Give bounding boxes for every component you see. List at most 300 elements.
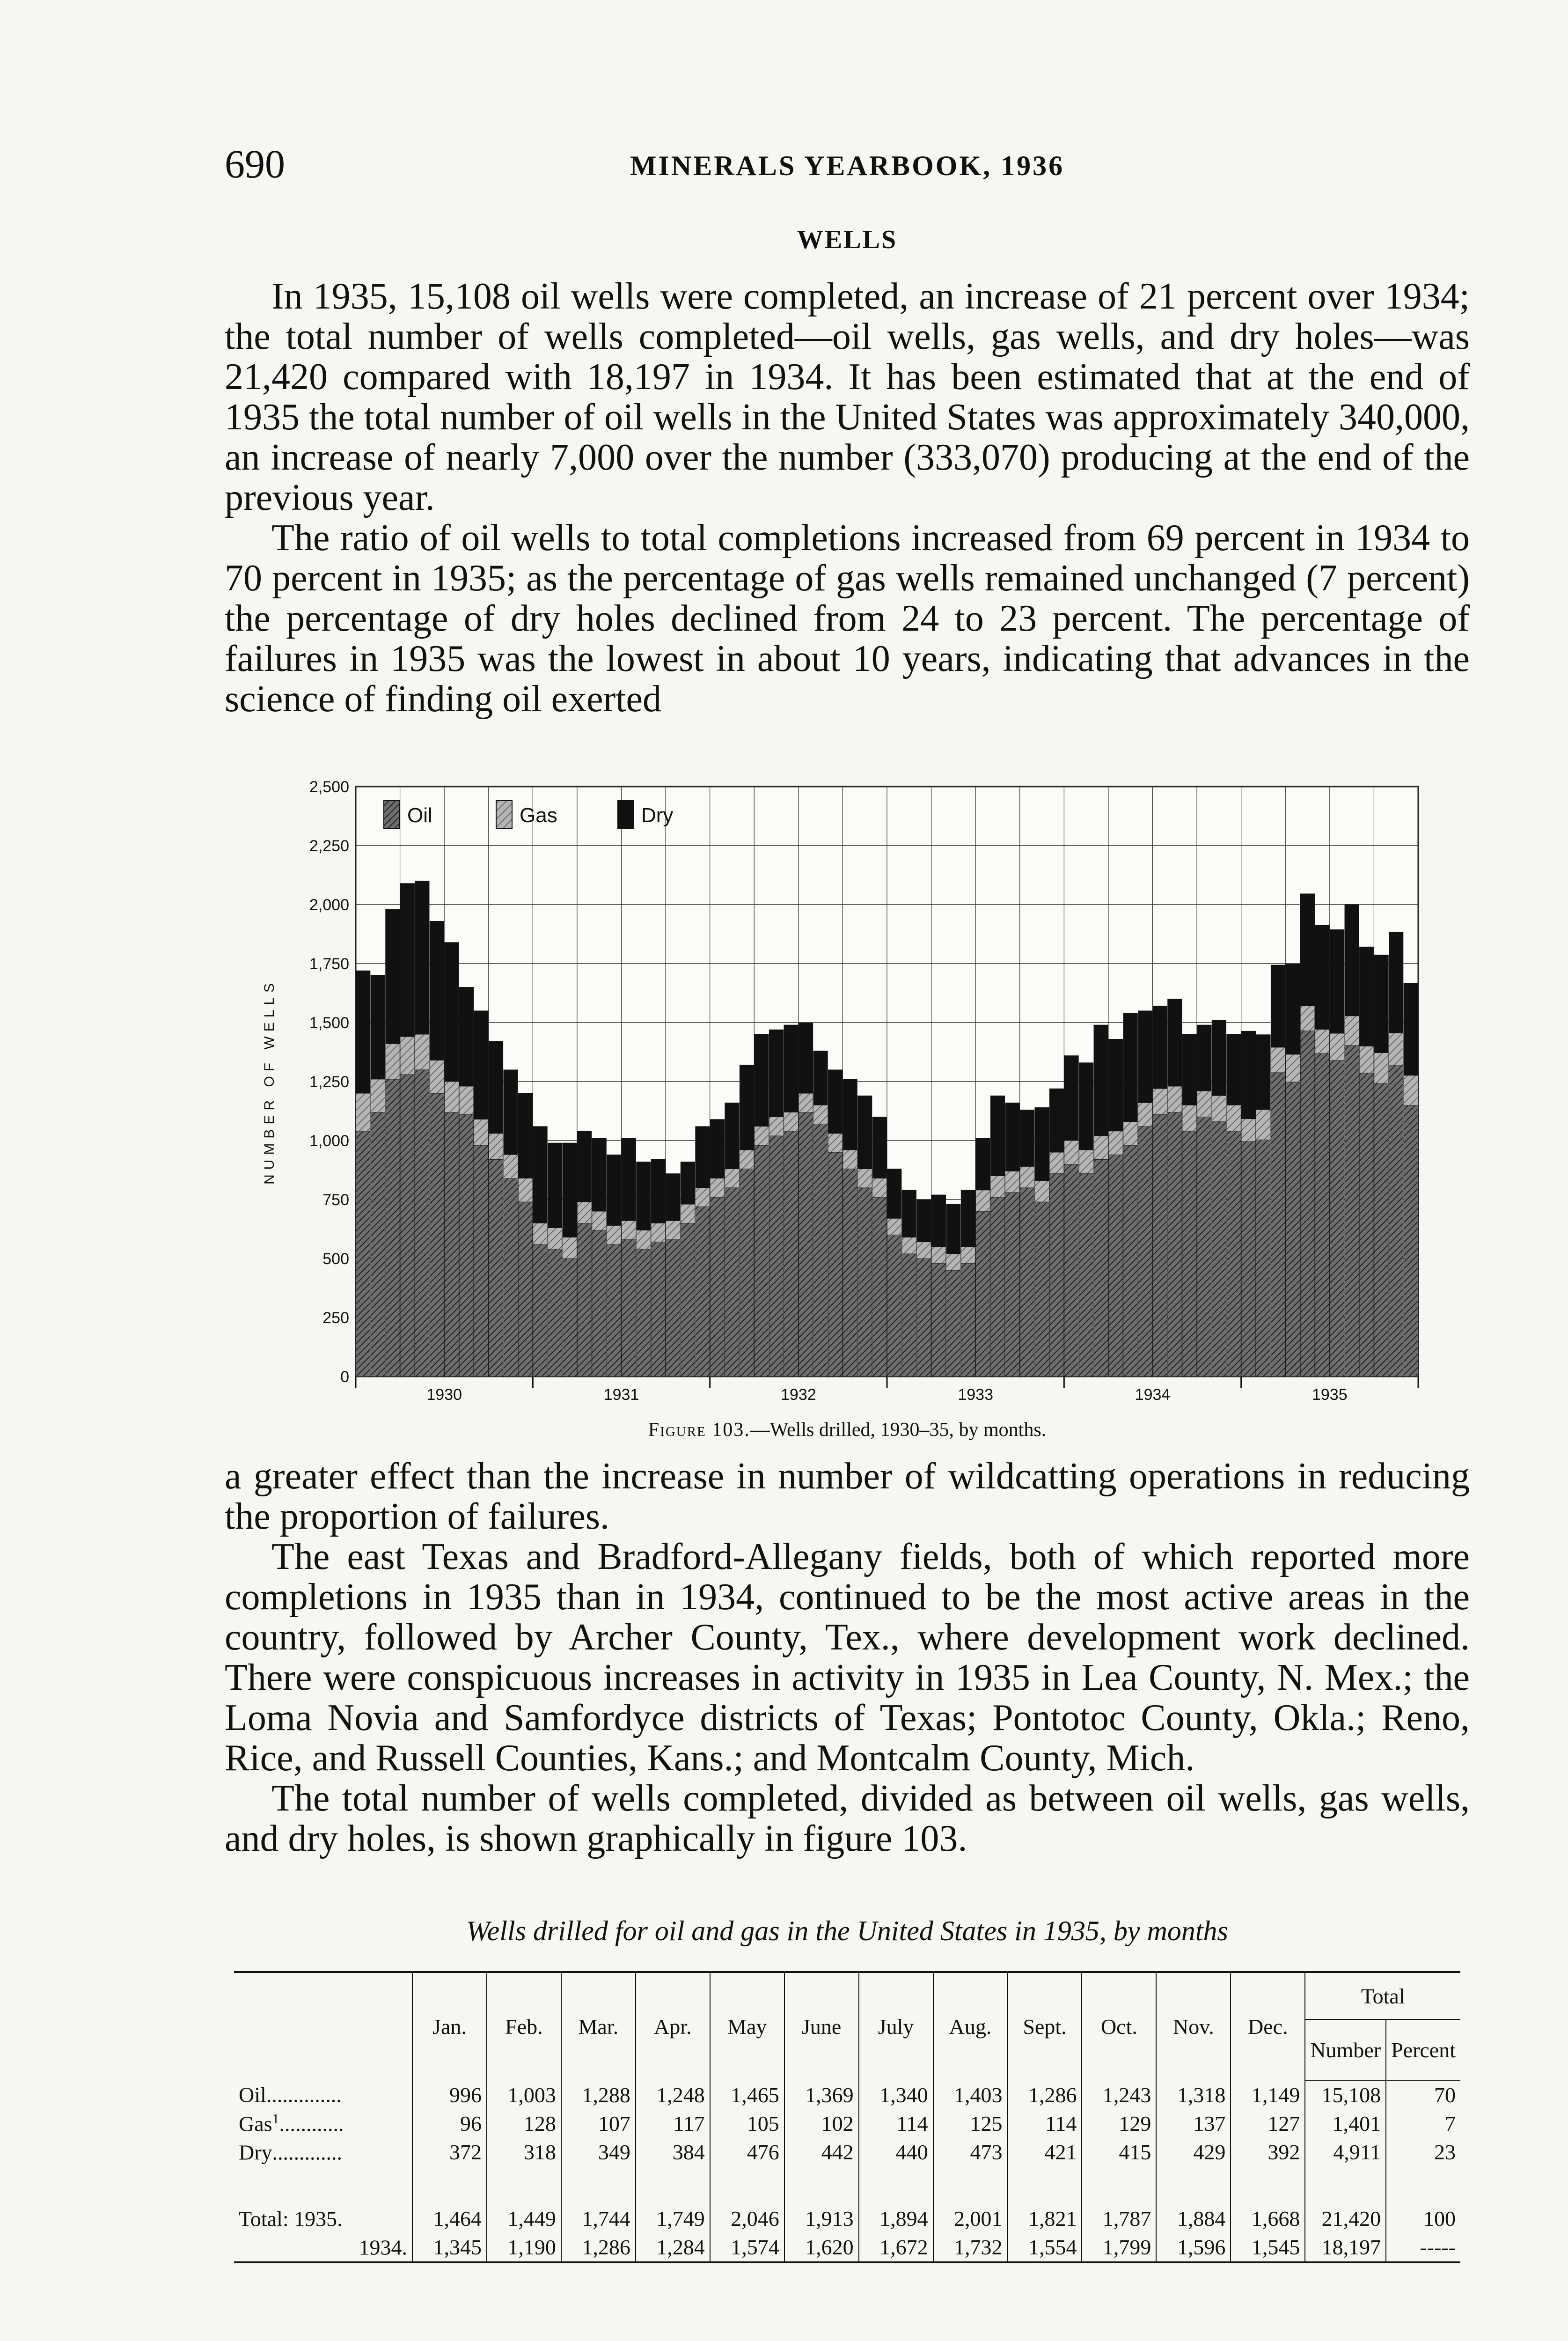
bar-dry xyxy=(400,883,415,1037)
x-tick-label: 1932 xyxy=(781,1386,816,1404)
bar-gas xyxy=(1330,1033,1344,1060)
bar-gas xyxy=(459,1086,474,1114)
bar-gas xyxy=(1404,1075,1418,1105)
legend-label: Gas xyxy=(520,804,557,827)
row-label-text: Dry xyxy=(239,2140,272,2164)
bar-dry xyxy=(1197,1025,1212,1091)
y-tick-label: 0 xyxy=(340,1368,349,1386)
bar-oil xyxy=(990,1197,1005,1377)
bar-oil xyxy=(946,1270,961,1377)
table-cell: 129 xyxy=(1082,2109,1156,2138)
table-cell: 1,672 xyxy=(859,2233,933,2262)
bar-dry xyxy=(548,1143,562,1228)
column-header-percent: Percent xyxy=(1386,2019,1460,2080)
bar-dry xyxy=(1315,925,1330,1030)
row-label-text: Gas xyxy=(239,2112,272,2136)
bar-gas xyxy=(843,1150,857,1169)
bar-oil xyxy=(961,1263,975,1377)
bar-gas xyxy=(1168,1086,1182,1112)
section-title: WELLS xyxy=(797,225,898,254)
bar-oil xyxy=(1256,1140,1271,1377)
bar-dry xyxy=(592,1138,607,1211)
bar-dry xyxy=(828,1070,843,1134)
bar-gas xyxy=(1300,1006,1315,1031)
bar-oil xyxy=(769,1136,784,1377)
bar-dry xyxy=(961,1190,975,1247)
table-row xyxy=(234,2233,1460,2262)
y-tick-label: 2,000 xyxy=(309,896,349,914)
table-cell: 384 xyxy=(636,2138,710,2185)
bar-dry xyxy=(1153,1006,1167,1089)
row-leader: . xyxy=(337,2206,343,2231)
table-cell: 1,894 xyxy=(859,2186,933,2233)
bar-gas xyxy=(622,1221,636,1239)
bar-oil xyxy=(1389,1066,1403,1377)
table-cell: 1,596 xyxy=(1156,2233,1231,2262)
bar-gas xyxy=(976,1190,990,1211)
bar-dry xyxy=(1212,1020,1226,1096)
table-cell: 1,003 xyxy=(487,2080,561,2109)
bar-dry xyxy=(666,1174,681,1221)
row-label-text: Total: 1935 xyxy=(239,2206,337,2231)
bar-gas xyxy=(725,1169,740,1187)
bar-dry xyxy=(430,921,444,1060)
bar-oil xyxy=(1271,1073,1285,1377)
bar-gas xyxy=(857,1169,872,1187)
body-text-after-figure xyxy=(225,1456,1470,1859)
bar-dry xyxy=(607,1155,621,1225)
bar-dry xyxy=(1241,1031,1256,1119)
bar-dry xyxy=(518,1093,533,1178)
bar-dry xyxy=(755,1034,769,1126)
bar-dry xyxy=(445,942,459,1082)
column-header: June xyxy=(784,1972,859,2080)
table-cell: 996 xyxy=(412,2080,487,2109)
bar-dry xyxy=(489,1041,503,1134)
bar-oil xyxy=(710,1197,725,1377)
bar-gas xyxy=(415,1034,430,1070)
column-header: Jan. xyxy=(412,1972,487,2080)
bar-gas xyxy=(784,1112,799,1131)
bar-dry xyxy=(740,1065,754,1150)
bar-oil xyxy=(518,1202,533,1377)
bar-oil xyxy=(740,1169,754,1377)
row-label xyxy=(234,2080,412,2109)
bar-gas xyxy=(666,1221,681,1239)
table-caption: Wells drilled for oil and gas in the United States in 1935, by months xyxy=(466,1915,1228,1946)
bar-gas xyxy=(1389,1033,1403,1066)
bar-dry xyxy=(1138,1011,1152,1103)
table-cell: 23 xyxy=(1386,2138,1460,2185)
table-cell: 114 xyxy=(1008,2109,1082,2138)
bar-dry xyxy=(637,1162,651,1230)
bar-oil xyxy=(843,1169,857,1377)
paragraph: The east Texas and Bradford-Allegany fields, both of which reported more completions in 1935 than in 1934, continued to be the most active areas in the country, followed by Archer County, Tex., where development work declined. There were conspicuous increases in activity in 1935 in Lea County, N. Mex.; the Loma Novia and Samfordyce districts of Texas; Pontotoc County, Okla.; Reno, Rice, and Russell Counties, Kans.; and Montcalm County, Mich. xyxy=(225,1536,1470,1779)
bar-dry xyxy=(1345,904,1359,1016)
bar-gas xyxy=(799,1093,813,1112)
table-cell: 1,744 xyxy=(561,2186,636,2233)
bar-oil xyxy=(1197,1117,1212,1377)
bar-oil xyxy=(1227,1131,1241,1377)
bar-oil xyxy=(592,1230,607,1377)
bar-gas xyxy=(386,1044,400,1079)
bar-gas xyxy=(1064,1141,1079,1164)
wells-drilled-chart xyxy=(225,773,1470,1414)
bar-dry xyxy=(356,971,371,1093)
table-cell: 1,401 xyxy=(1305,2109,1386,2138)
bar-oil xyxy=(902,1254,916,1377)
bar-gas xyxy=(681,1204,695,1223)
bar-oil xyxy=(1404,1105,1418,1377)
legend-swatch xyxy=(384,801,400,829)
bar-dry xyxy=(386,909,400,1044)
bar-dry xyxy=(1330,929,1344,1033)
column-header: Sept. xyxy=(1008,1972,1082,2080)
bar-oil xyxy=(931,1263,946,1377)
table-cell: 476 xyxy=(710,2138,784,2185)
column-header: Aug. xyxy=(933,1972,1008,2080)
bar-oil xyxy=(430,1093,444,1377)
bar-dry xyxy=(415,881,430,1035)
running-title: MINERALS YEARBOOK, 1936 xyxy=(630,150,1065,181)
bar-dry xyxy=(1108,1039,1123,1131)
figure-caption-text: —Wells drilled, 1930–35, by months. xyxy=(750,1419,1047,1441)
table-cell: 70 xyxy=(1386,2080,1460,2109)
row-label xyxy=(234,2138,412,2185)
table-cell: ----- xyxy=(1386,2233,1460,2262)
table-cell: 318 xyxy=(487,2138,561,2185)
x-tick-label: 1935 xyxy=(1312,1386,1348,1404)
table-cell: 4,911 xyxy=(1305,2138,1386,2185)
bar-gas xyxy=(592,1211,607,1230)
legend-label: Dry xyxy=(641,804,674,827)
row-leader: .............. xyxy=(266,2083,342,2107)
bar-dry xyxy=(725,1103,740,1169)
bar-gas xyxy=(1212,1096,1226,1121)
bar-dry xyxy=(1123,1013,1138,1122)
row-label-text: Oil xyxy=(239,2083,266,2107)
bar-gas xyxy=(356,1093,371,1131)
x-tick-label: 1933 xyxy=(958,1386,993,1404)
table-cell: 429 xyxy=(1156,2138,1231,2185)
row-label-text: 1934 xyxy=(359,2235,402,2260)
bar-oil xyxy=(400,1075,415,1377)
bar-dry xyxy=(902,1190,916,1237)
bar-oil xyxy=(371,1112,385,1377)
bar-gas xyxy=(872,1178,887,1197)
table-cell: 1,554 xyxy=(1008,2233,1082,2262)
bar-dry xyxy=(1168,999,1182,1086)
bar-gas xyxy=(1108,1131,1123,1155)
table-cell: 1,403 xyxy=(933,2080,1008,2109)
bar-gas xyxy=(1227,1105,1241,1131)
bar-gas xyxy=(1035,1181,1049,1202)
bar-gas xyxy=(474,1119,489,1145)
bar-gas xyxy=(430,1060,444,1094)
bar-oil xyxy=(1212,1122,1226,1377)
column-header: Oct. xyxy=(1082,1972,1156,2080)
table-cell: 349 xyxy=(561,2138,636,2185)
bar-dry xyxy=(1079,1063,1093,1150)
bar-oil xyxy=(1168,1112,1182,1377)
table-cell: 2,046 xyxy=(710,2186,784,2233)
table-cell: 18,197 xyxy=(1305,2233,1386,2262)
bar-oil xyxy=(1286,1082,1300,1377)
bar-dry xyxy=(504,1070,518,1155)
table-cell: 128 xyxy=(487,2109,561,2138)
table-cell: 1,243 xyxy=(1082,2080,1156,2109)
bar-oil xyxy=(445,1112,459,1377)
table-stub-header xyxy=(234,1972,412,2080)
bar-oil xyxy=(1123,1145,1138,1377)
bar-oil xyxy=(651,1242,666,1377)
x-tick-label: 1934 xyxy=(1135,1386,1171,1404)
bar-dry xyxy=(872,1117,887,1178)
bar-dry xyxy=(681,1162,695,1204)
bar-oil xyxy=(1182,1131,1197,1377)
bar-oil xyxy=(1079,1174,1093,1377)
bar-gas xyxy=(1020,1166,1034,1187)
bar-dry xyxy=(946,1204,961,1254)
table-row xyxy=(234,2186,1460,2233)
table-cell: 1,369 xyxy=(784,2080,859,2109)
bar-oil xyxy=(887,1235,902,1377)
table-cell: 127 xyxy=(1231,2109,1305,2138)
bar-dry xyxy=(1035,1107,1049,1180)
table-cell: 102 xyxy=(784,2109,859,2138)
bar-gas xyxy=(828,1134,843,1152)
bar-gas xyxy=(1049,1152,1064,1173)
wells-table xyxy=(234,1971,1460,2263)
bar-gas xyxy=(1182,1105,1197,1131)
table-cell: 105 xyxy=(710,2109,784,2138)
bar-oil xyxy=(459,1115,474,1377)
legend-label: Oil xyxy=(407,804,432,827)
table-cell: 1,345 xyxy=(412,2233,487,2262)
column-header: Mar. xyxy=(561,1972,636,2080)
column-header: Feb. xyxy=(487,1972,561,2080)
table-cell: 107 xyxy=(561,2109,636,2138)
table-cell: 114 xyxy=(859,2109,933,2138)
table-cell: 1,190 xyxy=(487,2233,561,2262)
row-footnote-marker: 1 xyxy=(272,2111,279,2127)
table-cell: 473 xyxy=(933,2138,1008,2185)
table-row xyxy=(234,2138,1460,2185)
bar-gas xyxy=(489,1134,503,1159)
table-cell: 372 xyxy=(412,2138,487,2185)
row-leader: ............ xyxy=(279,2112,344,2136)
bar-oil xyxy=(872,1197,887,1377)
bar-oil xyxy=(356,1131,371,1377)
y-tick-label: 2,250 xyxy=(309,837,349,855)
bar-gas xyxy=(1123,1122,1138,1145)
bar-gas xyxy=(504,1155,518,1178)
table-cell: 117 xyxy=(636,2109,710,2138)
table-cell: 96 xyxy=(412,2109,487,2138)
bar-dry xyxy=(1227,1034,1241,1105)
paragraph: a greater effect than the increase in number of wildcatting operations in reducing the proportion of failures. xyxy=(225,1456,1470,1537)
bar-oil xyxy=(725,1188,740,1377)
bar-dry xyxy=(1182,1034,1197,1105)
bar-oil xyxy=(1020,1188,1034,1377)
bar-gas xyxy=(371,1079,385,1112)
y-tick-label: 2,500 xyxy=(309,778,349,796)
y-tick-label: 750 xyxy=(322,1191,349,1209)
bar-dry xyxy=(1286,964,1300,1055)
bar-oil xyxy=(1153,1115,1167,1377)
column-header: May xyxy=(710,1972,784,2080)
bar-gas xyxy=(1271,1047,1285,1073)
bar-gas xyxy=(946,1254,961,1270)
page-header xyxy=(225,140,1470,192)
bar-oil xyxy=(577,1223,592,1377)
table-cell: 392 xyxy=(1231,2138,1305,2185)
y-tick-label: 1,000 xyxy=(309,1132,349,1150)
figure-103 xyxy=(225,773,1470,1451)
bar-gas xyxy=(651,1223,666,1242)
bar-oil xyxy=(1241,1141,1256,1377)
bar-gas xyxy=(813,1105,828,1124)
bar-dry xyxy=(1005,1103,1020,1171)
bar-dry xyxy=(917,1200,931,1242)
bar-dry xyxy=(799,1023,813,1093)
bar-dry xyxy=(857,1096,872,1169)
paragraph: The ratio of oil wells to total completions increased from 69 percent in 1934 to 70 percent in 1935; as the percentage of gas wells remained unchanged (7 percent) the percentage of dry holes declined from 24 to 23 percent. The percentage of failures in 1935 was the lowest in about 10 years, indicating that advances in the science of finding oil exerted xyxy=(225,517,1470,720)
bar-gas xyxy=(740,1150,754,1169)
bar-oil xyxy=(637,1249,651,1377)
bar-dry xyxy=(622,1138,636,1221)
bar-dry xyxy=(1256,1035,1271,1110)
bar-dry xyxy=(1271,965,1285,1047)
table-cell: 440 xyxy=(859,2138,933,2185)
column-header: Apr. xyxy=(636,1972,710,2080)
table-cell: 415 xyxy=(1082,2138,1156,2185)
page-number: 690 xyxy=(225,141,285,186)
bar-oil xyxy=(533,1244,548,1377)
bar-gas xyxy=(1241,1119,1256,1141)
bar-oil xyxy=(1064,1164,1079,1377)
legend-swatch xyxy=(618,801,634,829)
bar-oil xyxy=(1035,1202,1049,1377)
bar-oil xyxy=(1345,1045,1359,1377)
bar-oil xyxy=(976,1211,990,1377)
table-cell: 1,668 xyxy=(1231,2186,1305,2233)
table-cell: 21,420 xyxy=(1305,2186,1386,2233)
bar-oil xyxy=(1374,1083,1389,1377)
table-cell: 1,620 xyxy=(784,2233,859,2262)
bar-oil xyxy=(917,1259,931,1377)
bar-gas xyxy=(577,1202,592,1223)
bar-dry xyxy=(1359,947,1374,1046)
table-cell: 1,318 xyxy=(1156,2080,1231,2109)
table-cell: 2,001 xyxy=(933,2186,1008,2233)
row-label xyxy=(234,2109,412,2138)
bar-gas xyxy=(1138,1103,1152,1126)
bar-gas xyxy=(931,1247,946,1263)
bar-dry xyxy=(1020,1110,1034,1166)
bar-gas xyxy=(400,1037,415,1075)
bar-oil xyxy=(1094,1159,1108,1377)
bar-dry xyxy=(1049,1089,1064,1152)
legend xyxy=(384,801,673,829)
y-tick-label: 1,500 xyxy=(309,1014,349,1032)
paragraph: The total number of wells completed, divided as between oil wells, gas wells, and dry holes, is shown graphically in figure 103. xyxy=(225,1778,1470,1859)
table-cell: 1,545 xyxy=(1231,2233,1305,2262)
row-leader: ............. xyxy=(272,2140,343,2164)
bar-dry xyxy=(1374,955,1389,1053)
table-cell: 1,248 xyxy=(636,2080,710,2109)
bar-oil xyxy=(799,1112,813,1377)
bar-gas xyxy=(1094,1136,1108,1159)
bar-dry xyxy=(931,1195,946,1247)
bar-gas xyxy=(563,1237,577,1259)
bar-gas xyxy=(518,1178,533,1202)
table-cell: 1,464 xyxy=(412,2186,487,2233)
bar-gas xyxy=(710,1178,725,1197)
bar-gas xyxy=(755,1126,769,1145)
table-cell: 15,108 xyxy=(1305,2080,1386,2109)
bar-oil xyxy=(386,1079,400,1377)
x-tick-label: 1930 xyxy=(426,1386,462,1404)
bar-dry xyxy=(976,1138,990,1190)
bar-oil xyxy=(1108,1155,1123,1377)
table-cell: 100 xyxy=(1386,2186,1460,2233)
bar-dry xyxy=(784,1025,799,1112)
bar-dry xyxy=(1300,894,1315,1006)
bar-oil xyxy=(548,1249,562,1377)
figure-caption xyxy=(225,1419,1470,1441)
table-cell: 1,149 xyxy=(1231,2080,1305,2109)
bar-oil xyxy=(1005,1193,1020,1377)
column-header: Nov. xyxy=(1156,1972,1231,2080)
x-tick-label: 1931 xyxy=(603,1386,639,1404)
bar-oil xyxy=(1315,1053,1330,1377)
table-cell: 1,449 xyxy=(487,2186,561,2233)
table-cell: 1,913 xyxy=(784,2186,859,2233)
bar-gas xyxy=(990,1176,1005,1197)
bar-gas xyxy=(917,1242,931,1259)
y-tick-label: 250 xyxy=(322,1309,349,1327)
row-label xyxy=(234,2233,412,2262)
bar-dry xyxy=(813,1051,828,1105)
column-header: Dec. xyxy=(1231,1972,1305,2080)
body-text-before-figure xyxy=(225,276,1470,719)
bar-gas xyxy=(1256,1110,1271,1140)
bar-dry xyxy=(563,1143,577,1237)
bar-dry xyxy=(533,1126,548,1223)
bar-oil xyxy=(1138,1126,1152,1377)
column-header: July xyxy=(859,1972,933,2080)
bar-gas xyxy=(887,1218,902,1235)
bar-dry xyxy=(577,1131,592,1202)
bar-gas xyxy=(1286,1054,1300,1082)
y-tick-label: 1,750 xyxy=(309,955,349,973)
table-row xyxy=(234,2080,1460,2109)
bar-gas xyxy=(1153,1089,1167,1114)
bar-gas xyxy=(1079,1150,1093,1173)
bar-gas xyxy=(1345,1016,1359,1045)
bar-dry xyxy=(710,1119,725,1178)
table-cell: 1,284 xyxy=(636,2233,710,2262)
bar-oil xyxy=(607,1244,621,1377)
bar-oil xyxy=(813,1124,828,1377)
bar-oil xyxy=(828,1152,843,1377)
bar-dry xyxy=(371,975,385,1079)
bar-dry xyxy=(1094,1025,1108,1136)
table-cell: 421 xyxy=(1008,2138,1082,2185)
bar-oil xyxy=(1049,1174,1064,1377)
bar-dry xyxy=(651,1159,666,1223)
